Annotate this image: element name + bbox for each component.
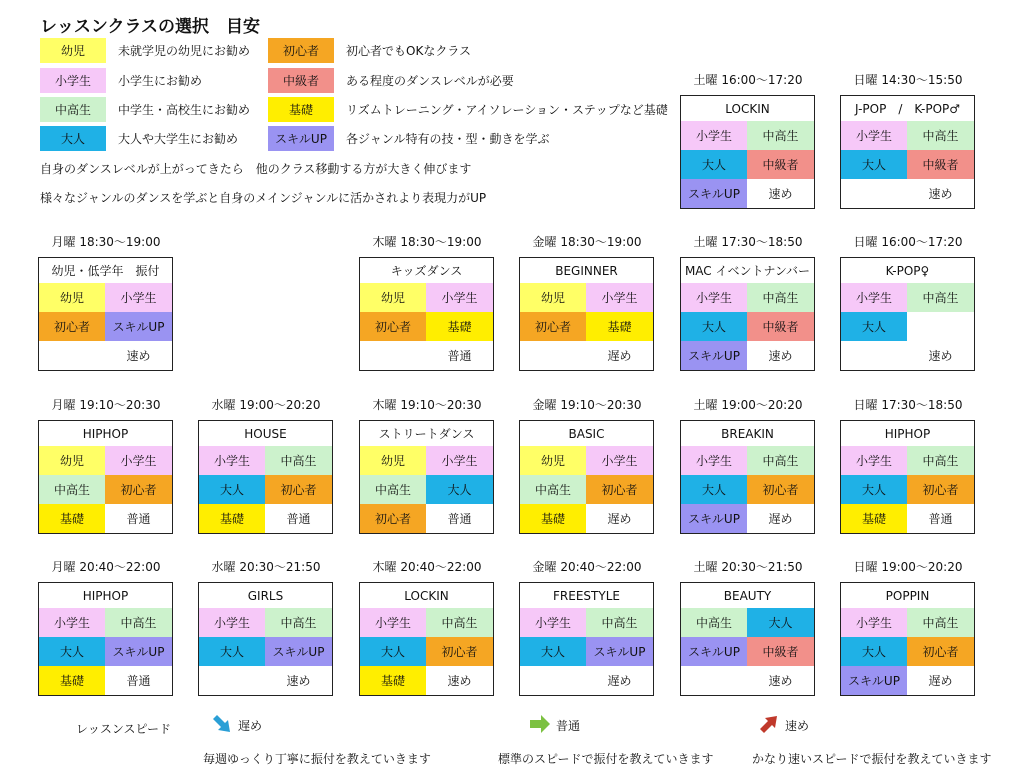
class-time: 土曜 17:30〜18:50 <box>693 235 803 249</box>
class-tag: 初心者 <box>520 312 586 341</box>
class-tags <box>360 446 493 533</box>
class-tag: スキルUP <box>265 637 332 666</box>
class-tag <box>841 179 907 208</box>
class-tag: 遅め <box>586 666 653 695</box>
class-block <box>198 396 334 534</box>
legend-row <box>40 68 680 93</box>
class-name: LOCKIN <box>404 588 449 603</box>
class-card <box>840 420 975 534</box>
legend-tag: 大人 <box>40 126 106 151</box>
class-block <box>680 233 816 371</box>
class-tags <box>681 446 814 533</box>
class-tag: 小学生 <box>841 608 907 637</box>
class-tag: 幼児 <box>520 446 586 475</box>
class-card <box>840 582 975 696</box>
class-tag: 速め <box>426 666 493 695</box>
class-name: キッズダンス <box>390 264 463 278</box>
class-name: MAC イベントナンバー <box>684 264 811 278</box>
class-tag: 基礎 <box>39 666 105 695</box>
class-card <box>840 95 975 209</box>
legend-tag: 中級者 <box>268 68 334 93</box>
note-text: 自身のダンスレベルが上がってきたら 他のクラス移動する方が大きく伸びます <box>40 162 472 176</box>
class-tag: 中高生 <box>39 475 105 504</box>
class-time: 日曜 14:30〜15:50 <box>853 73 963 87</box>
speed-desc: 毎週ゆっくり丁寧に振付を教えていきます <box>203 752 431 766</box>
arrow-down-right-icon <box>210 712 238 739</box>
class-tag: 速め <box>105 341 172 370</box>
legend-row <box>40 97 680 122</box>
legend-tag: 小学生 <box>40 68 106 93</box>
class-tag: 大人 <box>841 637 907 666</box>
class-time: 月曜 20:40〜22:00 <box>51 560 161 574</box>
class-block <box>840 71 976 209</box>
class-name: 幼児・低学年 振付 <box>51 264 160 278</box>
class-tag: 小学生 <box>199 446 265 475</box>
class-card <box>680 95 815 209</box>
class-block <box>519 558 655 696</box>
class-tag: スキルUP <box>105 637 172 666</box>
class-tag: 初心者 <box>39 312 105 341</box>
class-tag: 中高生 <box>265 608 332 637</box>
class-tag: 中高生 <box>907 608 974 637</box>
class-tag: 初心者 <box>360 504 426 533</box>
class-tag: 中高生 <box>747 121 814 150</box>
class-tag: 小学生 <box>841 283 907 312</box>
class-tag: 大人 <box>841 150 907 179</box>
speed-name: 速め <box>785 718 810 733</box>
class-tag <box>520 341 586 370</box>
class-block <box>38 233 174 371</box>
class-name: FREESTYLE <box>553 588 620 603</box>
class-tag: スキルUP <box>681 341 747 370</box>
class-name: K-POP♀ <box>885 263 930 278</box>
class-tag: 初心者 <box>105 475 172 504</box>
speed-name: 普通 <box>556 718 581 733</box>
class-block <box>840 558 976 696</box>
class-tag: 小学生 <box>199 608 265 637</box>
class-tag: 中級者 <box>747 637 814 666</box>
legend-desc: 未就学児の幼児にお勧め <box>118 44 251 58</box>
page-title: レッスンクラスの選択 目安 <box>40 17 260 37</box>
class-tag: 小学生 <box>681 121 747 150</box>
speed-desc: 標準のスピードで振付を教えていきます <box>498 752 714 766</box>
class-tag: 速め <box>907 341 974 370</box>
class-block <box>840 233 976 371</box>
class-time: 日曜 16:00〜17:20 <box>853 235 963 249</box>
legend-row <box>40 126 680 151</box>
class-time: 月曜 18:30〜19:00 <box>51 235 161 249</box>
class-block <box>359 558 495 696</box>
class-tag: 小学生 <box>105 446 172 475</box>
legend-desc: 大人や大学生にお勧め <box>118 132 239 146</box>
class-tags <box>841 121 974 208</box>
class-time: 金曜 19:10〜20:30 <box>532 398 642 412</box>
legend-desc: ある程度のダンスレベルが必要 <box>346 74 514 88</box>
class-tags <box>199 608 332 695</box>
speed-name: 遅め <box>238 718 263 733</box>
class-time: 土曜 20:30〜21:50 <box>693 560 803 574</box>
class-card <box>359 257 494 371</box>
class-tag <box>907 312 974 341</box>
class-time: 月曜 19:10〜20:30 <box>51 398 161 412</box>
class-card <box>519 257 654 371</box>
class-tag: スキルUP <box>681 179 747 208</box>
class-name: BREAKIN <box>721 426 774 441</box>
class-tag: 小学生 <box>105 283 172 312</box>
class-tag: 中高生 <box>907 446 974 475</box>
class-time: 水曜 19:00〜20:20 <box>211 398 321 412</box>
class-tag: 大人 <box>426 475 493 504</box>
class-block <box>519 233 655 371</box>
class-tag: スキルUP <box>681 504 747 533</box>
class-tag: 小学生 <box>520 608 586 637</box>
speed-item <box>757 710 809 740</box>
class-block <box>359 233 495 371</box>
class-tag: 初心者 <box>907 475 974 504</box>
class-name: HOUSE <box>244 426 287 441</box>
legend-tag: 基礎 <box>268 97 334 122</box>
class-tag: 初心者 <box>265 475 332 504</box>
class-time: 金曜 18:30〜19:00 <box>532 235 642 249</box>
arrow-up-right-icon <box>757 712 785 739</box>
class-tags <box>681 608 814 695</box>
class-tag: 速め <box>747 179 814 208</box>
class-tag: 大人 <box>520 637 586 666</box>
class-tag: 小学生 <box>426 446 493 475</box>
class-tags <box>360 608 493 695</box>
class-tag: 大人 <box>681 312 747 341</box>
class-tag: 基礎 <box>586 312 653 341</box>
class-tag: 中高生 <box>907 121 974 150</box>
class-tag: 基礎 <box>520 504 586 533</box>
class-tag: 中高生 <box>426 608 493 637</box>
speed-label: レッスンスピード <box>76 722 172 736</box>
note-text: 様々なジャンルのダンスを学ぶと自身のメインジャンルに活かされより表現力がUP <box>40 191 487 205</box>
class-time: 木曜 20:40〜22:00 <box>372 560 482 574</box>
class-name: POPPIN <box>885 588 930 603</box>
class-tag: 小学生 <box>39 608 105 637</box>
class-card <box>680 257 815 371</box>
class-block <box>38 396 174 534</box>
class-name: BASIC <box>568 426 605 441</box>
class-tag: 小学生 <box>681 446 747 475</box>
class-tag: 基礎 <box>426 312 493 341</box>
class-tag: 初心者 <box>586 475 653 504</box>
class-tag <box>39 341 105 370</box>
legend-tag: 中高生 <box>40 97 106 122</box>
class-tag: スキルUP <box>586 637 653 666</box>
class-tag: 遅め <box>586 504 653 533</box>
legend-tag: 初心者 <box>268 38 334 63</box>
class-card <box>359 420 494 534</box>
legend-desc: 中学生・高校生にお勧め <box>118 103 251 117</box>
class-tags <box>681 121 814 208</box>
class-name: HIPHOP <box>82 426 129 441</box>
class-tag: 幼児 <box>39 446 105 475</box>
class-tag: 中高生 <box>360 475 426 504</box>
class-tag: 基礎 <box>39 504 105 533</box>
class-tags <box>520 608 653 695</box>
class-tag: 中高生 <box>105 608 172 637</box>
class-tag: 普通 <box>105 666 172 695</box>
legend-tag: スキルUP <box>268 126 334 151</box>
class-card <box>680 420 815 534</box>
class-tags <box>199 446 332 533</box>
class-name: HIPHOP <box>82 588 129 603</box>
class-tag: 初心者 <box>747 475 814 504</box>
class-time: 日曜 17:30〜18:50 <box>853 398 963 412</box>
class-tag: 遅め <box>907 666 974 695</box>
class-tag <box>520 666 586 695</box>
class-name: BEGINNER <box>555 263 618 278</box>
legend-tag: 幼児 <box>40 38 106 63</box>
class-tag: 中級者 <box>747 150 814 179</box>
class-tag: 速め <box>265 666 332 695</box>
class-tag: 中高生 <box>520 475 586 504</box>
class-tag <box>841 341 907 370</box>
class-tag: 小学生 <box>426 283 493 312</box>
class-tag: 普通 <box>105 504 172 533</box>
class-tag: 中級者 <box>907 150 974 179</box>
class-tag: 速め <box>747 666 814 695</box>
class-tag: 初心者 <box>426 637 493 666</box>
legend-row <box>40 38 680 63</box>
class-block <box>680 558 816 696</box>
class-tag: 中高生 <box>681 608 747 637</box>
class-card <box>198 582 333 696</box>
class-time: 金曜 20:40〜22:00 <box>532 560 642 574</box>
class-name: BEAUTY <box>723 588 772 603</box>
class-tags <box>841 446 974 533</box>
class-tag: 大人 <box>360 637 426 666</box>
class-tag: 中高生 <box>907 283 974 312</box>
class-tag: 幼児 <box>360 283 426 312</box>
arrow-right-icon <box>528 712 556 739</box>
class-tag: 小学生 <box>841 121 907 150</box>
class-name: HIPHOP <box>884 426 931 441</box>
class-time: 土曜 16:00〜17:20 <box>693 73 803 87</box>
class-tag: 小学生 <box>586 446 653 475</box>
class-tag: 小学生 <box>360 608 426 637</box>
legend-desc: 初心者でもOKなクラス <box>346 44 471 58</box>
class-block <box>519 396 655 534</box>
class-time: 土曜 19:00〜20:20 <box>693 398 803 412</box>
class-tag: 小学生 <box>681 283 747 312</box>
class-tags <box>39 446 172 533</box>
class-name: LOCKIN <box>725 101 770 116</box>
class-tag: 普通 <box>426 504 493 533</box>
class-tag: 中高生 <box>747 283 814 312</box>
class-tags <box>39 283 172 370</box>
class-time: 水曜 20:30〜21:50 <box>211 560 321 574</box>
class-tag <box>199 666 265 695</box>
class-tag: 中高生 <box>586 608 653 637</box>
class-tag: 大人 <box>841 475 907 504</box>
class-tags <box>681 283 814 370</box>
class-card <box>359 582 494 696</box>
class-tag: 初心者 <box>907 637 974 666</box>
class-tag: 基礎 <box>841 504 907 533</box>
class-tags <box>360 283 493 370</box>
class-time: 木曜 18:30〜19:00 <box>372 235 482 249</box>
class-name: GIRLS <box>247 588 284 603</box>
class-tag: 幼児 <box>39 283 105 312</box>
class-tag: 小学生 <box>841 446 907 475</box>
class-tag: 普通 <box>907 504 974 533</box>
class-tag <box>360 341 426 370</box>
class-block <box>840 396 976 534</box>
class-tag: 大人 <box>199 475 265 504</box>
class-tag: 大人 <box>841 312 907 341</box>
class-tag: 普通 <box>265 504 332 533</box>
speed-desc: かなり速いスピードで振付を教えていきます <box>752 752 992 766</box>
class-tag: 初心者 <box>360 312 426 341</box>
class-tag: 中高生 <box>747 446 814 475</box>
class-tag: 中高生 <box>265 446 332 475</box>
class-tag: 遅め <box>747 504 814 533</box>
class-tag: 幼児 <box>520 283 586 312</box>
class-block <box>680 396 816 534</box>
legend-desc: リズムトレーニング・アイソレーション・ステップなど基礎 <box>346 103 668 117</box>
class-block <box>359 396 495 534</box>
class-tag: 大人 <box>681 150 747 179</box>
class-tags <box>841 283 974 370</box>
speed-item <box>528 710 580 740</box>
class-block <box>38 558 174 696</box>
class-tag <box>681 666 747 695</box>
class-tag: 小学生 <box>586 283 653 312</box>
class-tags <box>39 608 172 695</box>
class-card <box>38 257 173 371</box>
class-tag: スキルUP <box>841 666 907 695</box>
class-tag: 幼児 <box>360 446 426 475</box>
legend-desc: 各ジャンル特有の技・型・動きを学ぶ <box>346 132 550 146</box>
class-tag: スキルUP <box>105 312 172 341</box>
legend-desc: 小学生にお勧め <box>118 74 203 88</box>
class-tag: 基礎 <box>360 666 426 695</box>
class-card <box>519 582 654 696</box>
class-tag: 基礎 <box>199 504 265 533</box>
class-name: J-POP / K-POP♂ <box>854 102 961 116</box>
class-card <box>680 582 815 696</box>
class-tag: 遅め <box>586 341 653 370</box>
class-time: 日曜 19:00〜20:20 <box>853 560 963 574</box>
class-block <box>680 71 816 209</box>
class-tag: 大人 <box>681 475 747 504</box>
class-block <box>198 558 334 696</box>
class-tags <box>520 283 653 370</box>
class-card <box>38 582 173 696</box>
class-tag: 大人 <box>39 637 105 666</box>
class-tags <box>520 446 653 533</box>
class-tag: 大人 <box>747 608 814 637</box>
class-card <box>38 420 173 534</box>
class-tag: 大人 <box>199 637 265 666</box>
class-name: ストリートダンス <box>378 427 475 441</box>
class-tag: スキルUP <box>681 637 747 666</box>
class-tags <box>841 608 974 695</box>
class-card <box>840 257 975 371</box>
class-time: 木曜 19:10〜20:30 <box>372 398 482 412</box>
speed-item <box>210 710 262 740</box>
class-card <box>198 420 333 534</box>
class-tag: 中級者 <box>747 312 814 341</box>
class-tag: 速め <box>907 179 974 208</box>
class-tag: 普通 <box>426 341 493 370</box>
class-tag: 速め <box>747 341 814 370</box>
class-card <box>519 420 654 534</box>
